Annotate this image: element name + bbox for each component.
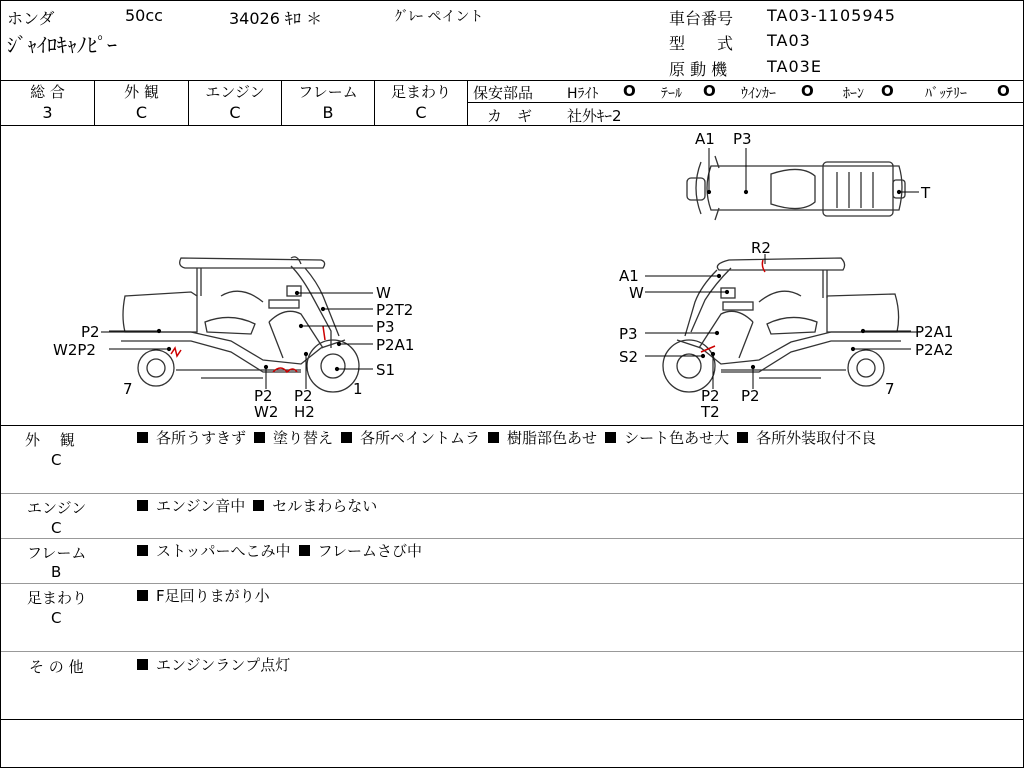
- divider: [1, 493, 1023, 494]
- remark-item: 各所うすきず: [137, 429, 246, 447]
- battery-ok-mark: O: [997, 82, 1010, 100]
- frame-label: フレーム: [298, 83, 358, 101]
- remark-item: エンジンランプ点灯: [137, 656, 290, 674]
- remarks-engine-items: [137, 495, 1017, 517]
- safety-title: 保安部品: [473, 84, 534, 102]
- label-right-bottom-p2a: P2: [701, 387, 720, 405]
- label-left-p3: P3: [376, 318, 395, 336]
- label-right-bottom-t2: T2: [701, 403, 720, 421]
- scooter-damage-diagram: [1, 126, 1023, 426]
- label-right-s2: S2: [619, 348, 639, 366]
- remark-item: ストッパーへこみ中: [137, 542, 291, 560]
- type-value: TA03: [767, 31, 811, 50]
- type-label: 型 式: [669, 34, 734, 53]
- label-left-bottom-p2a: P2: [254, 387, 273, 405]
- frame-no-label: 車台番号: [669, 9, 734, 28]
- winker-label: ｳｲﾝｶｰ: [741, 86, 776, 102]
- label-right-w: W: [629, 284, 644, 302]
- engine-value: C: [229, 103, 241, 122]
- divider: [1, 425, 1023, 426]
- suspension-value: C: [415, 103, 427, 122]
- label-right-a1: A1: [619, 267, 639, 285]
- label-left-s1: S1: [376, 361, 396, 379]
- label-top-t: T: [921, 184, 931, 202]
- divider: [1, 651, 1023, 652]
- label-left-w: W: [376, 284, 391, 302]
- label-right-p2a1: P2A1: [915, 323, 954, 341]
- displacement: 50cc: [125, 6, 163, 25]
- engine-model-label: 原 動 機: [669, 60, 728, 79]
- taillight-ok-mark: O: [703, 82, 716, 100]
- remarks-suspension-label: 足まわり: [27, 589, 88, 607]
- label-top-p3: P3: [733, 130, 752, 148]
- battery-label: ﾊﾞｯﾃﾘｰ: [925, 86, 967, 102]
- remarks-other-label: そ の 他: [29, 658, 84, 676]
- label-right-bottom-p2b: P2: [741, 387, 760, 405]
- remark-item: セルまわらない: [253, 497, 377, 515]
- overall-label: 総 合: [30, 83, 65, 101]
- remarks-exterior-items: [137, 427, 1017, 449]
- suspension-label: 足まわり: [390, 83, 451, 101]
- divider: [1, 538, 1023, 539]
- remark-item: F足回りまがり小: [137, 587, 270, 605]
- key-value: 社外ｷｰ2: [567, 107, 622, 125]
- damage-mark: [323, 326, 325, 340]
- label-left-p2a1: P2A1: [376, 336, 415, 354]
- label-top-a1: A1: [695, 130, 715, 148]
- label-right-p2a2: P2A2: [915, 341, 954, 359]
- remarks-frame-grade: B: [51, 563, 62, 581]
- winker-ok-mark: O: [801, 82, 814, 100]
- label-left-bottom-w2: W2: [254, 403, 279, 421]
- damage-mark: [171, 348, 181, 356]
- left-side-view: [101, 257, 359, 392]
- frame-value: B: [322, 103, 334, 122]
- remark-item: エンジン音中: [137, 497, 245, 515]
- label-left-rear-no: 7: [123, 380, 133, 398]
- overall-value: 3: [42, 103, 53, 122]
- label-right-rear-no: 7: [885, 380, 895, 398]
- engine-model-value: TA03E: [767, 57, 822, 76]
- divider: [1, 583, 1023, 584]
- taillight-label: ﾃｰﾙ: [661, 86, 682, 102]
- remarks-engine-label: エンジン: [27, 499, 87, 517]
- color: ｸﾞﾚｰ ペイント: [395, 9, 484, 25]
- remarks-frame-label: フレーム: [27, 544, 87, 562]
- exterior-value: C: [135, 103, 148, 122]
- mileage: 34026 ｷﾛ ＊: [229, 9, 323, 28]
- label-right-r2: R2: [751, 239, 771, 257]
- remark-item: 樹脂部色あせ: [488, 429, 597, 447]
- exterior-label: 外 観: [124, 83, 159, 101]
- label-right-p3: P3: [619, 325, 638, 343]
- label-left-p2: P2: [81, 323, 100, 341]
- right-side-view: [663, 258, 921, 392]
- remark-item: 塗り替え: [254, 429, 333, 447]
- key-label: カ ギ: [487, 107, 533, 125]
- label-left-bottom-p2b: P2: [294, 387, 313, 405]
- remarks-exterior-label: 外 観: [25, 431, 75, 449]
- remarks-exterior-grade: C: [51, 451, 62, 469]
- remark-item: フレームさび中: [299, 542, 422, 560]
- label-left-p2t2: P2T2: [376, 301, 414, 319]
- remarks-suspension-items: [137, 585, 1017, 607]
- label-left-front-no: 1: [353, 380, 363, 398]
- headlight-label: Hﾗｲﾄ: [567, 86, 599, 102]
- frame-no-value: TA03-1105945: [767, 6, 896, 25]
- model-name: ｼﾞｬｲﾛｷｬﾉﾋﾟｰ: [7, 33, 117, 57]
- horn-ok-mark: O: [881, 82, 894, 100]
- remark-item: 各所外装取付不良: [737, 429, 876, 447]
- headlight-ok-mark: O: [623, 82, 636, 100]
- remark-item: 各所ペイントムラ: [341, 429, 480, 447]
- remarks-engine-grade: C: [51, 519, 62, 537]
- top-view: [687, 156, 905, 220]
- engine-label: エンジン: [205, 83, 265, 101]
- label-left-w2p2: W2P2: [53, 341, 96, 359]
- divider: [1, 719, 1023, 720]
- remarks-other-items: [137, 654, 1017, 676]
- maker: ホンダ: [7, 9, 55, 28]
- remarks-suspension-grade: C: [51, 609, 62, 627]
- remark-item: シート色あせ大: [605, 429, 729, 447]
- label-left-bottom-h2: H2: [294, 403, 315, 421]
- horn-label: ﾎｰﾝ: [843, 86, 864, 102]
- remarks-frame-items: [137, 540, 1017, 562]
